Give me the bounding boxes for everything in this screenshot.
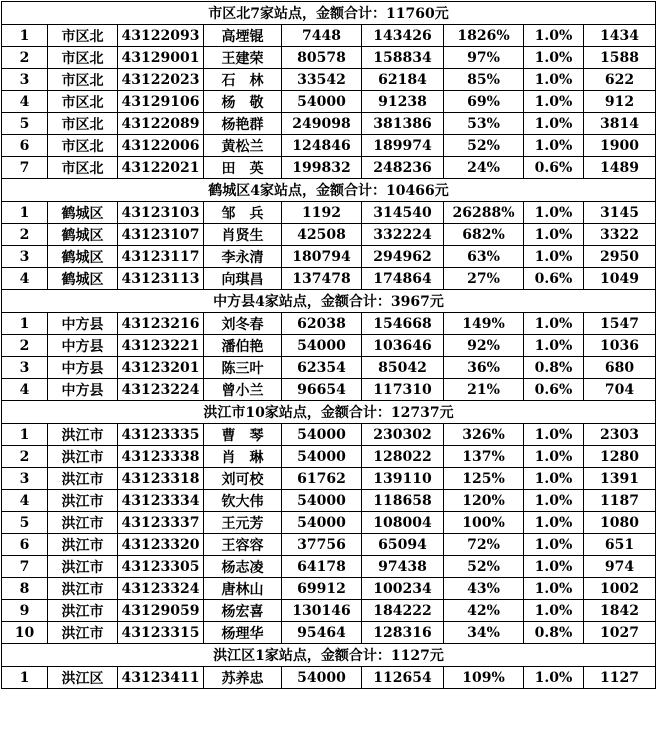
table-row [2,556,656,578]
value-b-cell: 294962 [362,246,444,268]
value-a-cell: 62038 [282,313,362,335]
table-row [2,246,656,268]
table-row [2,47,656,69]
station-code-cell: 43123334 [118,490,204,512]
district-cell: 市区北 [48,47,118,69]
table-row [2,578,656,600]
row-index-cell: 10 [2,622,48,644]
value-b-cell: 154668 [362,313,444,335]
value-a-cell: 54000 [282,667,362,689]
station-code-cell: 43123113 [118,268,204,290]
value-b-cell: 128022 [362,446,444,468]
group-title: 鹤城区4家站点，金额合计：10466元 [2,179,656,202]
group-header-row [2,2,656,25]
district-cell: 鹤城区 [48,246,118,268]
district-cell: 中方县 [48,357,118,379]
value-a-cell: 54000 [282,446,362,468]
district-cell: 鹤城区 [48,268,118,290]
value-b-cell: 128316 [362,622,444,644]
amount-cell: 1027 [584,622,656,644]
station-code-cell: 43123107 [118,224,204,246]
value-b-cell: 158834 [362,47,444,69]
group-title: 洪江区1家站点，金额合计：1127元 [2,644,656,667]
value-a-cell: 33542 [282,69,362,91]
amount-cell: 1489 [584,157,656,179]
amount-cell: 3814 [584,113,656,135]
station-code-cell: 43122093 [118,25,204,47]
amount-cell: 1127 [584,667,656,689]
row-index-cell: 5 [2,512,48,534]
growth-rate-cell: 72% [444,534,524,556]
amount-cell: 1280 [584,446,656,468]
table-row [2,379,656,401]
row-index-cell: 6 [2,534,48,556]
growth-rate-cell: 85% [444,69,524,91]
amount-cell: 2950 [584,246,656,268]
table-row [2,135,656,157]
rate-cell: 0.8% [524,622,584,644]
table-row [2,512,656,534]
table-row [2,424,656,446]
row-index-cell: 7 [2,556,48,578]
row-index-cell: 1 [2,25,48,47]
row-index-cell: 8 [2,578,48,600]
row-index-cell: 4 [2,490,48,512]
operator-name-cell: 曾小兰 [204,379,282,401]
table-row [2,113,656,135]
operator-name-cell: 王建荣 [204,47,282,69]
rate-cell: 1.0% [524,91,584,113]
value-b-cell: 100234 [362,578,444,600]
row-index-cell: 4 [2,379,48,401]
growth-rate-cell: 63% [444,246,524,268]
amount-cell: 622 [584,69,656,91]
district-cell: 洪江市 [48,578,118,600]
operator-name-cell: 肖 琳 [204,446,282,468]
amount-cell: 1036 [584,335,656,357]
row-index-cell: 2 [2,47,48,69]
district-cell: 洪江区 [48,667,118,689]
row-index-cell: 1 [2,202,48,224]
growth-rate-cell: 137% [444,446,524,468]
value-a-cell: 130146 [282,600,362,622]
growth-rate-cell: 97% [444,47,524,69]
station-code-cell: 43123221 [118,335,204,357]
rate-cell: 1.0% [524,224,584,246]
row-index-cell: 3 [2,69,48,91]
growth-rate-cell: 109% [444,667,524,689]
value-a-cell: 61762 [282,468,362,490]
rate-cell: 0.6% [524,268,584,290]
operator-name-cell: 黄松兰 [204,135,282,157]
operator-name-cell: 杨宏喜 [204,600,282,622]
growth-rate-cell: 36% [444,357,524,379]
value-b-cell: 97438 [362,556,444,578]
table-body [2,2,656,689]
operator-name-cell: 潘伯艳 [204,335,282,357]
station-code-cell: 43123305 [118,556,204,578]
operator-name-cell: 陈三叶 [204,357,282,379]
district-cell: 洪江市 [48,468,118,490]
value-a-cell: 180794 [282,246,362,268]
operator-name-cell: 王容容 [204,534,282,556]
value-b-cell: 65094 [362,534,444,556]
rate-cell: 1.0% [524,600,584,622]
value-a-cell: 54000 [282,424,362,446]
rate-cell: 1.0% [524,578,584,600]
district-cell: 洪江市 [48,446,118,468]
value-a-cell: 249098 [282,113,362,135]
row-index-cell: 6 [2,135,48,157]
value-b-cell: 381386 [362,113,444,135]
district-cell: 市区北 [48,135,118,157]
operator-name-cell: 王元芳 [204,512,282,534]
table-row [2,268,656,290]
row-index-cell: 9 [2,600,48,622]
row-index-cell: 5 [2,113,48,135]
table-row [2,534,656,556]
district-cell: 洪江市 [48,622,118,644]
operator-name-cell: 向琪昌 [204,268,282,290]
amount-cell: 3145 [584,202,656,224]
rate-cell: 1.0% [524,667,584,689]
value-a-cell: 64178 [282,556,362,578]
station-code-cell: 43129059 [118,600,204,622]
value-b-cell: 139110 [362,468,444,490]
value-b-cell: 117310 [362,379,444,401]
value-b-cell: 174864 [362,268,444,290]
growth-rate-cell: 100% [444,512,524,534]
operator-name-cell: 唐林山 [204,578,282,600]
station-summary-table [1,1,656,689]
group-header-row [2,290,656,313]
group-header-row [2,401,656,424]
value-a-cell: 137478 [282,268,362,290]
amount-cell: 704 [584,379,656,401]
rate-cell: 0.6% [524,157,584,179]
district-cell: 市区北 [48,25,118,47]
amount-cell: 680 [584,357,656,379]
rate-cell: 1.0% [524,335,584,357]
value-a-cell: 199832 [282,157,362,179]
district-cell: 市区北 [48,113,118,135]
station-code-cell: 43123216 [118,313,204,335]
station-code-cell: 43123411 [118,667,204,689]
table-row [2,69,656,91]
growth-rate-cell: 21% [444,379,524,401]
growth-rate-cell: 43% [444,578,524,600]
value-a-cell: 54000 [282,91,362,113]
growth-rate-cell: 52% [444,135,524,157]
growth-rate-cell: 149% [444,313,524,335]
district-cell: 洪江市 [48,534,118,556]
rate-cell: 1.0% [524,246,584,268]
row-index-cell: 3 [2,246,48,268]
value-a-cell: 54000 [282,490,362,512]
table-row [2,157,656,179]
station-code-cell: 43123315 [118,622,204,644]
district-cell: 市区北 [48,91,118,113]
rate-cell: 1.0% [524,113,584,135]
district-cell: 鹤城区 [48,202,118,224]
amount-cell: 3322 [584,224,656,246]
district-cell: 洪江市 [48,424,118,446]
amount-cell: 1547 [584,313,656,335]
growth-rate-cell: 682% [444,224,524,246]
value-a-cell: 96654 [282,379,362,401]
table-row [2,667,656,689]
rate-cell: 1.0% [524,202,584,224]
value-a-cell: 69912 [282,578,362,600]
district-cell: 中方县 [48,379,118,401]
row-index-cell: 4 [2,268,48,290]
value-b-cell: 103646 [362,335,444,357]
rate-cell: 1.0% [524,534,584,556]
amount-cell: 1080 [584,512,656,534]
district-cell: 鹤城区 [48,224,118,246]
amount-cell: 912 [584,91,656,113]
rate-cell: 1.0% [524,556,584,578]
rate-cell: 0.8% [524,357,584,379]
growth-rate-cell: 125% [444,468,524,490]
value-b-cell: 332224 [362,224,444,246]
value-a-cell: 37756 [282,534,362,556]
row-index-cell: 3 [2,357,48,379]
row-index-cell: 1 [2,313,48,335]
operator-name-cell: 杨志凌 [204,556,282,578]
rate-cell: 1.0% [524,512,584,534]
growth-rate-cell: 52% [444,556,524,578]
table-row [2,313,656,335]
amount-cell: 651 [584,534,656,556]
rate-cell: 1.0% [524,424,584,446]
amount-cell: 1588 [584,47,656,69]
station-code-cell: 43123337 [118,512,204,534]
district-cell: 洪江市 [48,512,118,534]
row-index-cell: 2 [2,224,48,246]
row-index-cell: 4 [2,91,48,113]
operator-name-cell: 杨理华 [204,622,282,644]
row-index-cell: 2 [2,446,48,468]
table-row [2,25,656,47]
operator-name-cell: 高堙锟 [204,25,282,47]
group-title: 中方县4家站点，金额合计：3967元 [2,290,656,313]
operator-name-cell: 杨艳群 [204,113,282,135]
operator-name-cell: 田 英 [204,157,282,179]
rate-cell: 1.0% [524,446,584,468]
value-a-cell: 1192 [282,202,362,224]
value-a-cell: 62354 [282,357,362,379]
growth-rate-cell: 24% [444,157,524,179]
station-code-cell: 43123320 [118,534,204,556]
growth-rate-cell: 34% [444,622,524,644]
growth-rate-cell: 26288% [444,202,524,224]
amount-cell: 1049 [584,268,656,290]
table-row [2,622,656,644]
operator-name-cell: 石 林 [204,69,282,91]
station-code-cell: 43122021 [118,157,204,179]
value-b-cell: 112654 [362,667,444,689]
rate-cell: 1.0% [524,69,584,91]
district-cell: 洪江市 [48,490,118,512]
amount-cell: 1900 [584,135,656,157]
table-row [2,357,656,379]
amount-cell: 1842 [584,600,656,622]
row-index-cell: 1 [2,667,48,689]
rate-cell: 1.0% [524,135,584,157]
growth-rate-cell: 1826% [444,25,524,47]
district-cell: 洪江市 [48,556,118,578]
station-code-cell: 43123318 [118,468,204,490]
value-a-cell: 95464 [282,622,362,644]
station-code-cell: 43123338 [118,446,204,468]
value-b-cell: 230302 [362,424,444,446]
table-row [2,224,656,246]
row-index-cell: 1 [2,424,48,446]
value-b-cell: 143426 [362,25,444,47]
rate-cell: 1.0% [524,25,584,47]
station-code-cell: 43123224 [118,379,204,401]
district-cell: 市区北 [48,157,118,179]
group-header-row [2,644,656,667]
station-code-cell: 43123117 [118,246,204,268]
station-code-cell: 43122023 [118,69,204,91]
table-row [2,446,656,468]
value-b-cell: 91238 [362,91,444,113]
station-code-cell: 43123335 [118,424,204,446]
station-code-cell: 43123201 [118,357,204,379]
row-index-cell: 7 [2,157,48,179]
value-b-cell: 108004 [362,512,444,534]
district-cell: 中方县 [48,313,118,335]
growth-rate-cell: 53% [444,113,524,135]
value-b-cell: 118658 [362,490,444,512]
amount-cell: 1391 [584,468,656,490]
operator-name-cell: 曹 琴 [204,424,282,446]
table-row [2,91,656,113]
district-cell: 中方县 [48,335,118,357]
table-row [2,468,656,490]
rate-cell: 1.0% [524,468,584,490]
station-code-cell: 43123324 [118,578,204,600]
station-code-cell: 43122006 [118,135,204,157]
district-cell: 市区北 [48,69,118,91]
growth-rate-cell: 69% [444,91,524,113]
value-a-cell: 7448 [282,25,362,47]
row-index-cell: 2 [2,335,48,357]
group-title: 市区北7家站点，金额合计：11760元 [2,2,656,25]
growth-rate-cell: 326% [444,424,524,446]
rate-cell: 1.0% [524,490,584,512]
value-a-cell: 124846 [282,135,362,157]
value-b-cell: 189974 [362,135,444,157]
station-code-cell: 43123103 [118,202,204,224]
operator-name-cell: 刘冬春 [204,313,282,335]
value-b-cell: 184222 [362,600,444,622]
operator-name-cell: 肖贤生 [204,224,282,246]
rate-cell: 1.0% [524,47,584,69]
station-code-cell: 43122089 [118,113,204,135]
group-header-row [2,179,656,202]
value-a-cell: 42508 [282,224,362,246]
rate-cell: 0.6% [524,379,584,401]
growth-rate-cell: 92% [444,335,524,357]
growth-rate-cell: 42% [444,600,524,622]
table-row [2,202,656,224]
value-b-cell: 85042 [362,357,444,379]
operator-name-cell: 苏养忠 [204,667,282,689]
amount-cell: 1002 [584,578,656,600]
value-a-cell: 54000 [282,335,362,357]
amount-cell: 974 [584,556,656,578]
value-b-cell: 248236 [362,157,444,179]
amount-cell: 1187 [584,490,656,512]
table-row [2,335,656,357]
table-row [2,490,656,512]
station-code-cell: 43129106 [118,91,204,113]
operator-name-cell: 李永清 [204,246,282,268]
value-b-cell: 62184 [362,69,444,91]
group-title: 洪江市10家站点，金额合计：12737元 [2,401,656,424]
operator-name-cell: 邹 兵 [204,202,282,224]
rate-cell: 1.0% [524,313,584,335]
amount-cell: 2303 [584,424,656,446]
station-code-cell: 43129001 [118,47,204,69]
operator-name-cell: 钦大伟 [204,490,282,512]
table-row [2,600,656,622]
growth-rate-cell: 27% [444,268,524,290]
growth-rate-cell: 120% [444,490,524,512]
operator-name-cell: 杨 敬 [204,91,282,113]
amount-cell: 1434 [584,25,656,47]
operator-name-cell: 刘可校 [204,468,282,490]
district-cell: 洪江市 [48,600,118,622]
value-a-cell: 80578 [282,47,362,69]
value-b-cell: 314540 [362,202,444,224]
row-index-cell: 3 [2,468,48,490]
value-a-cell: 54000 [282,512,362,534]
